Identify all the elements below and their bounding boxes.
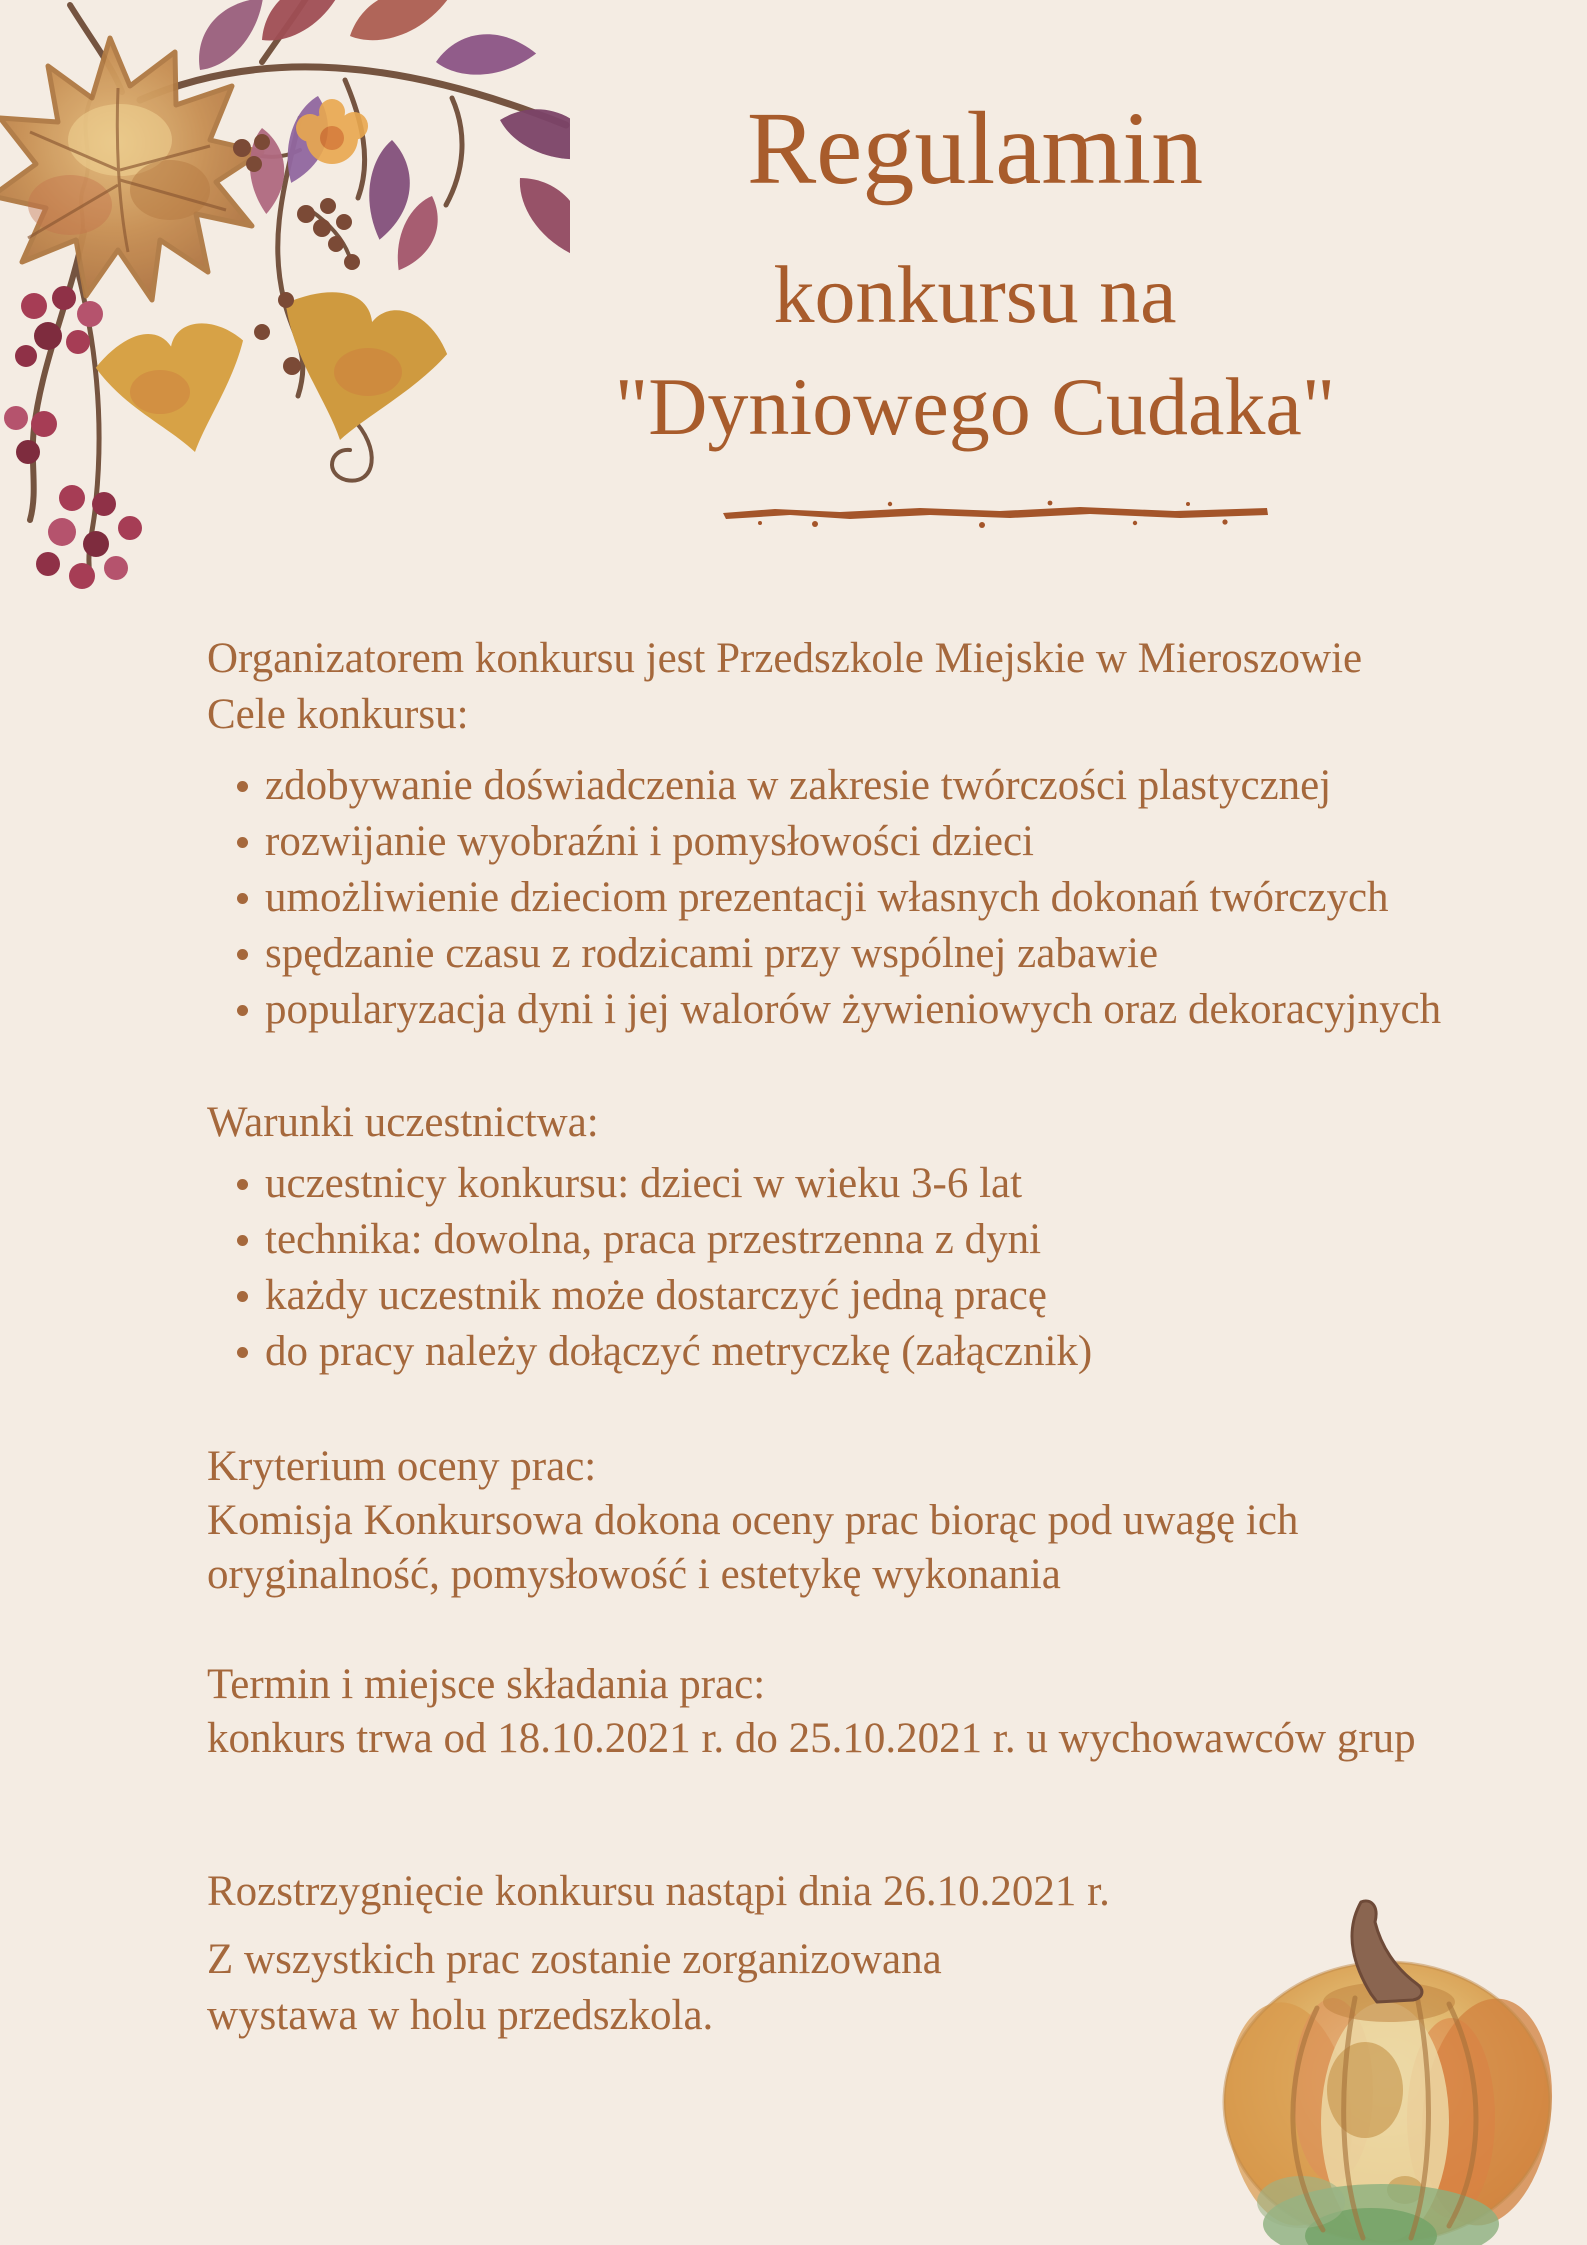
list-item: każdy uczestnik może dostarczyć jedną pracę [207,1268,1567,1324]
page-subtitle-line1: konkursu na [773,249,1177,341]
section-deadline-heading: Termin i miejsce składania prac: [207,1661,766,1708]
exhibition-line: Z wszystkich prac zostanie zorganizowana [207,1936,942,1983]
title-block [370,91,1580,453]
list-item: spędzanie czasu z rodzicami przy wspólnej zabawie [207,926,1567,982]
section-goals [207,690,1567,1038]
list-item: uczestnicy konkursu: dzieci w wieku 3-6 lat [207,1156,1567,1212]
section-deadline [207,1658,1567,1766]
burgundy-berries [4,286,142,589]
list-item: do pracy należy dołączyć metryczkę (załącznik) [207,1324,1567,1380]
results-line: Rozstrzygnięcie konkursu nastąpi dnia 26.10.2021 r. [207,1868,1110,1915]
section-criteria [207,1440,1567,1602]
exhibition-line: wystawa w holu przedszkola. [207,1992,714,2039]
criteria-line: oryginalność, pomysłowość i estetykę wykonania [207,1551,1061,1598]
list-item: popularyzacja dyni i jej walorów żywieniowych oraz dekoracyjnych [207,982,1567,1038]
page-subtitle-line2: "Dyniowego Cudaka" [614,361,1336,453]
criteria-line: Komisja Konkursowa dokona oceny prac biorąc pod uwagę ich [207,1497,1299,1544]
section-criteria-heading: Kryterium oceny prac: [207,1443,597,1490]
conditions-list [207,1156,1567,1380]
list-item: umożliwienie dzieciom prezentacji własnych dokonań twórczych [207,870,1567,926]
list-item: zdobywanie doświadczenia w zakresie twórczości plastycznej [207,758,1567,814]
section-goals-heading: Cele konkursu: [207,691,469,738]
goals-list [207,758,1567,1038]
section-conditions-heading: Warunki uczestnictwa: [207,1099,599,1146]
list-item: rozwijanie wyobraźni i pomysłowości dzieci [207,814,1567,870]
list-item: technika: dowolna, praca przestrzenna z dyni [207,1212,1567,1268]
exhibition-block [207,1932,942,2044]
section-conditions [207,1098,1567,1380]
organizer-line: Organizatorem konkursu jest Przedszkole Miejskie w Mieroszowie [207,635,1363,682]
deadline-line: konkurs trwa od 18.10.2021 r. do 25.10.2021 r. u wychowawców grup [207,1715,1416,1762]
brush-stroke-divider [720,498,1270,528]
pumpkin-illustration [1205,1890,1565,2245]
page-title: Regulamin [746,91,1204,206]
